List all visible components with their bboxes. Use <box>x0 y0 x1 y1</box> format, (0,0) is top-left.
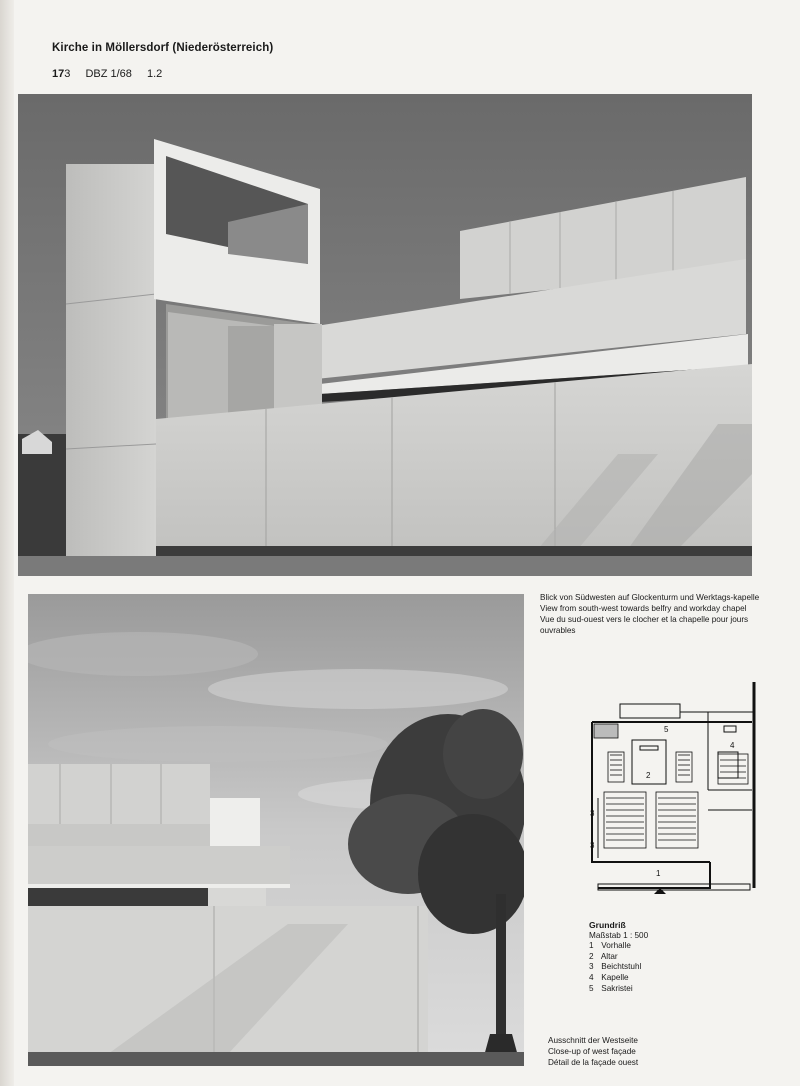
plan-legend <box>589 920 648 994</box>
caption-top-fr: Vue du sud-ouest vers le clocher et la chapelle pour jours ouvrables <box>540 615 749 635</box>
plan-label-3a: 3 <box>590 809 595 818</box>
floor-plan-drawing <box>584 680 760 904</box>
legend-title: Grundriß <box>589 920 626 930</box>
floor-plan <box>584 680 760 904</box>
page-binding-edge <box>0 0 14 1086</box>
photo-west-facade-image <box>28 594 524 1066</box>
legend-item-label: Beichtstuhl <box>601 962 642 972</box>
legend-item <box>589 952 648 963</box>
caption-top-de: Blick von Südwesten auf Glockenturm und Werktags-kapelle <box>540 593 760 602</box>
caption-top-photo <box>540 592 760 636</box>
legend-scale: Maßstab 1 : 500 <box>589 930 649 940</box>
legend-item-label: Vorhalle <box>601 941 631 951</box>
page-info <box>52 68 174 80</box>
caption-bottom-en: Close-up of west façade <box>548 1046 636 1056</box>
legend-item-num: 4 <box>589 972 594 982</box>
legend-item <box>589 984 648 995</box>
journal-ref: DBZ 1/68 <box>85 68 132 80</box>
page-number-rest: 3 <box>64 68 71 80</box>
legend-item-num: 5 <box>589 983 594 993</box>
caption-bottom-fr: Détail de la façade ouest <box>548 1057 639 1067</box>
page-title: Kirche in Möllersdorf (Niederösterreich) <box>52 42 274 54</box>
legend-item-label: Sakristei <box>601 983 633 993</box>
caption-bottom-de: Ausschnitt der Westseite <box>548 1036 638 1045</box>
legend-item <box>589 973 648 984</box>
legend-item <box>589 962 648 973</box>
photo-belfry-image <box>18 94 752 576</box>
caption-bottom-photo <box>548 1036 638 1068</box>
page-number-bold: 17 <box>52 68 65 80</box>
legend-item-num: 2 <box>589 951 594 961</box>
section-ref: 1.2 <box>146 68 163 80</box>
legend-item-label: Altar <box>600 951 618 961</box>
plan-pews <box>594 724 748 848</box>
page-number <box>52 68 70 80</box>
photo-west-facade <box>28 594 524 1066</box>
legend-item-num: 3 <box>589 962 594 972</box>
plan-label-4: 4 <box>730 741 735 750</box>
plan-label-5: 5 <box>664 725 669 734</box>
plan-label-2: 2 <box>646 771 651 780</box>
caption-top-en: View from south-west towards belfry and workday chapel <box>540 604 747 613</box>
photo-belfry <box>18 94 752 576</box>
legend-item <box>589 941 648 952</box>
legend-item-label: Kapelle <box>601 972 629 982</box>
plan-label-1: 1 <box>656 869 661 878</box>
plan-label-3b: 3 <box>590 841 595 850</box>
legend-item-num: 1 <box>589 941 594 951</box>
